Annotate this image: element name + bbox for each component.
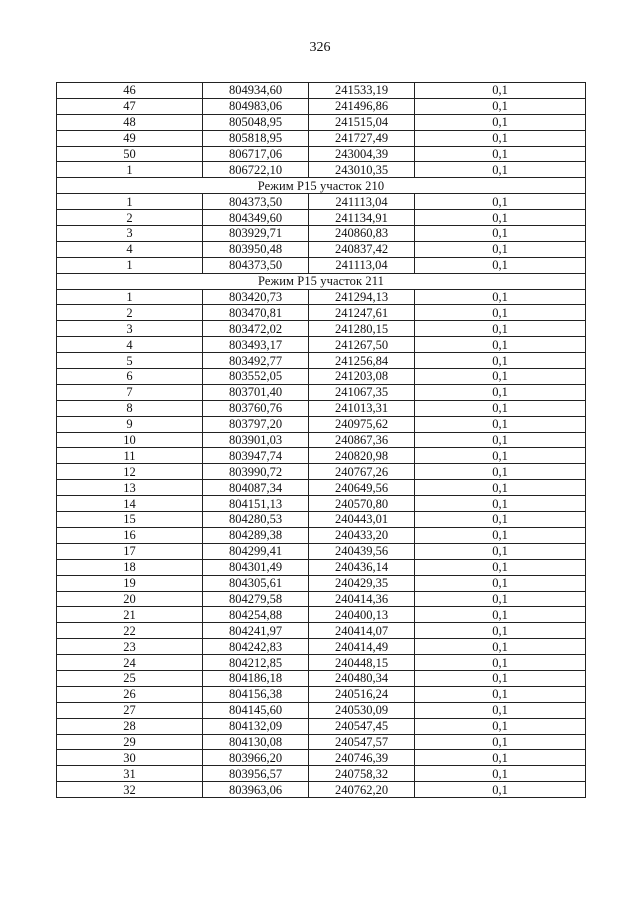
y-coordinate-cell: 241256,84: [309, 353, 415, 369]
accuracy-cell: 0,1: [415, 448, 586, 464]
table-row: [57, 353, 586, 369]
point-number-cell: 46: [57, 83, 203, 99]
table-row: [57, 210, 586, 226]
y-coordinate-cell: 241067,35: [309, 384, 415, 400]
accuracy-cell: 0,1: [415, 575, 586, 591]
page-number: 326: [309, 40, 331, 55]
accuracy-cell: 0,1: [415, 655, 586, 671]
x-coordinate-cell: 806722,10: [203, 162, 309, 178]
x-coordinate-cell: 803760,76: [203, 400, 309, 416]
accuracy-cell: 0,1: [415, 146, 586, 162]
point-number-cell: 1: [57, 194, 203, 210]
y-coordinate-cell: 240867,36: [309, 432, 415, 448]
x-coordinate-cell: 803990,72: [203, 464, 309, 480]
y-coordinate-cell: 240429,35: [309, 575, 415, 591]
x-coordinate-cell: 803701,40: [203, 384, 309, 400]
y-coordinate-cell: 240480,34: [309, 670, 415, 686]
y-coordinate-cell: 241134,91: [309, 210, 415, 226]
table-row: [57, 527, 586, 543]
x-coordinate-cell: 804130,08: [203, 734, 309, 750]
y-coordinate-cell: 240443,01: [309, 512, 415, 528]
point-number-cell: 5: [57, 353, 203, 369]
y-coordinate-cell: 240860,83: [309, 226, 415, 242]
x-coordinate-cell: 803470,81: [203, 305, 309, 321]
accuracy-cell: 0,1: [415, 257, 586, 273]
table-row: [57, 480, 586, 496]
accuracy-cell: 0,1: [415, 98, 586, 114]
table-row: [57, 575, 586, 591]
section-header-row: [57, 273, 586, 289]
x-coordinate-cell: 804373,50: [203, 257, 309, 273]
point-number-cell: 48: [57, 114, 203, 130]
x-coordinate-cell: 804212,85: [203, 655, 309, 671]
point-number-cell: 22: [57, 623, 203, 639]
table-row: [57, 194, 586, 210]
section-header-row: [57, 178, 586, 194]
y-coordinate-cell: 240975,62: [309, 416, 415, 432]
accuracy-cell: 0,1: [415, 766, 586, 782]
y-coordinate-cell: 241533,19: [309, 83, 415, 99]
y-coordinate-cell: 240516,24: [309, 686, 415, 702]
accuracy-cell: 0,1: [415, 591, 586, 607]
y-coordinate-cell: 241515,04: [309, 114, 415, 130]
point-number-cell: 21: [57, 607, 203, 623]
accuracy-cell: 0,1: [415, 496, 586, 512]
x-coordinate-cell: 806717,06: [203, 146, 309, 162]
accuracy-cell: 0,1: [415, 289, 586, 305]
table-row: [57, 718, 586, 734]
x-coordinate-cell: 804280,53: [203, 512, 309, 528]
y-coordinate-cell: 240820,98: [309, 448, 415, 464]
table-row: [57, 226, 586, 242]
table-row: [57, 257, 586, 273]
accuracy-cell: 0,1: [415, 353, 586, 369]
point-number-cell: 4: [57, 337, 203, 353]
y-coordinate-cell: 241294,13: [309, 289, 415, 305]
table-row: [57, 337, 586, 353]
y-coordinate-cell: 243004,39: [309, 146, 415, 162]
y-coordinate-cell: 241496,86: [309, 98, 415, 114]
y-coordinate-cell: 240414,49: [309, 639, 415, 655]
point-number-cell: 49: [57, 130, 203, 146]
point-number-cell: 30: [57, 750, 203, 766]
accuracy-cell: 0,1: [415, 543, 586, 559]
x-coordinate-cell: 804242,83: [203, 639, 309, 655]
point-number-cell: 20: [57, 591, 203, 607]
point-number-cell: 1: [57, 289, 203, 305]
point-number-cell: 6: [57, 369, 203, 385]
point-number-cell: 9: [57, 416, 203, 432]
x-coordinate-cell: 804186,18: [203, 670, 309, 686]
table-row: [57, 766, 586, 782]
table-row: [57, 670, 586, 686]
accuracy-cell: 0,1: [415, 337, 586, 353]
x-coordinate-cell: 804145,60: [203, 702, 309, 718]
y-coordinate-cell: 241113,04: [309, 257, 415, 273]
table-row: [57, 114, 586, 130]
x-coordinate-cell: 804132,09: [203, 718, 309, 734]
table-row: [57, 305, 586, 321]
x-coordinate-cell: 804934,60: [203, 83, 309, 99]
x-coordinate-cell: 803420,73: [203, 289, 309, 305]
y-coordinate-cell: 240570,80: [309, 496, 415, 512]
accuracy-cell: 0,1: [415, 321, 586, 337]
table-row: [57, 607, 586, 623]
point-number-cell: 12: [57, 464, 203, 480]
section-title: Режим Р15 участок 210: [57, 178, 586, 194]
point-number-cell: 11: [57, 448, 203, 464]
y-coordinate-cell: 240414,07: [309, 623, 415, 639]
table-row: [57, 591, 586, 607]
accuracy-cell: 0,1: [415, 559, 586, 575]
y-coordinate-cell: 240439,56: [309, 543, 415, 559]
table-row: [57, 464, 586, 480]
point-number-cell: 25: [57, 670, 203, 686]
point-number-cell: 8: [57, 400, 203, 416]
x-coordinate-cell: 804305,61: [203, 575, 309, 591]
x-coordinate-cell: 803963,06: [203, 782, 309, 798]
y-coordinate-cell: 240746,39: [309, 750, 415, 766]
point-number-cell: 24: [57, 655, 203, 671]
y-coordinate-cell: 241203,08: [309, 369, 415, 385]
x-coordinate-cell: 804087,34: [203, 480, 309, 496]
y-coordinate-cell: 240547,57: [309, 734, 415, 750]
table-row: [57, 98, 586, 114]
point-number-cell: 3: [57, 226, 203, 242]
x-coordinate-cell: 803492,77: [203, 353, 309, 369]
table-row: [57, 162, 586, 178]
table-row: [57, 241, 586, 257]
coordinates-table-body: [57, 83, 586, 798]
point-number-cell: 15: [57, 512, 203, 528]
x-coordinate-cell: 804983,06: [203, 98, 309, 114]
y-coordinate-cell: 241113,04: [309, 194, 415, 210]
y-coordinate-cell: 240436,14: [309, 559, 415, 575]
point-number-cell: 1: [57, 162, 203, 178]
accuracy-cell: 0,1: [415, 432, 586, 448]
point-number-cell: 27: [57, 702, 203, 718]
table-row: [57, 639, 586, 655]
x-coordinate-cell: 803472,02: [203, 321, 309, 337]
point-number-cell: 50: [57, 146, 203, 162]
table-row: [57, 496, 586, 512]
section-title: Режим Р15 участок 211: [57, 273, 586, 289]
y-coordinate-cell: 240767,26: [309, 464, 415, 480]
y-coordinate-cell: 240400,13: [309, 607, 415, 623]
accuracy-cell: 0,1: [415, 194, 586, 210]
y-coordinate-cell: 240837,42: [309, 241, 415, 257]
x-coordinate-cell: 804151,13: [203, 496, 309, 512]
x-coordinate-cell: 804289,38: [203, 527, 309, 543]
point-number-cell: 3: [57, 321, 203, 337]
point-number-cell: 26: [57, 686, 203, 702]
table-row: [57, 432, 586, 448]
point-number-cell: 28: [57, 718, 203, 734]
x-coordinate-cell: 804254,88: [203, 607, 309, 623]
table-row: [57, 543, 586, 559]
y-coordinate-cell: 240758,32: [309, 766, 415, 782]
x-coordinate-cell: 805048,95: [203, 114, 309, 130]
accuracy-cell: 0,1: [415, 241, 586, 257]
accuracy-cell: 0,1: [415, 305, 586, 321]
point-number-cell: 23: [57, 639, 203, 655]
point-number-cell: 4: [57, 241, 203, 257]
y-coordinate-cell: 240433,20: [309, 527, 415, 543]
x-coordinate-cell: 804279,58: [203, 591, 309, 607]
table-row: [57, 384, 586, 400]
x-coordinate-cell: 803956,57: [203, 766, 309, 782]
accuracy-cell: 0,1: [415, 670, 586, 686]
y-coordinate-cell: 243010,35: [309, 162, 415, 178]
table-row: [57, 369, 586, 385]
accuracy-cell: 0,1: [415, 369, 586, 385]
table-row: [57, 559, 586, 575]
x-coordinate-cell: 804349,60: [203, 210, 309, 226]
point-number-cell: 2: [57, 305, 203, 321]
point-number-cell: 18: [57, 559, 203, 575]
x-coordinate-cell: 803929,71: [203, 226, 309, 242]
accuracy-cell: 0,1: [415, 130, 586, 146]
y-coordinate-cell: 240547,45: [309, 718, 415, 734]
y-coordinate-cell: 241267,50: [309, 337, 415, 353]
point-number-cell: 14: [57, 496, 203, 512]
accuracy-cell: 0,1: [415, 114, 586, 130]
accuracy-cell: 0,1: [415, 384, 586, 400]
y-coordinate-cell: 240448,15: [309, 655, 415, 671]
x-coordinate-cell: 804156,38: [203, 686, 309, 702]
x-coordinate-cell: 804241,97: [203, 623, 309, 639]
table-row: [57, 321, 586, 337]
table-row: [57, 623, 586, 639]
accuracy-cell: 0,1: [415, 416, 586, 432]
accuracy-cell: 0,1: [415, 464, 586, 480]
y-coordinate-cell: 240649,56: [309, 480, 415, 496]
accuracy-cell: 0,1: [415, 226, 586, 242]
table-row: [57, 83, 586, 99]
y-coordinate-cell: 241727,49: [309, 130, 415, 146]
x-coordinate-cell: 803966,20: [203, 750, 309, 766]
table-row: [57, 130, 586, 146]
accuracy-cell: 0,1: [415, 210, 586, 226]
y-coordinate-cell: 241247,61: [309, 305, 415, 321]
accuracy-cell: 0,1: [415, 734, 586, 750]
x-coordinate-cell: 803901,03: [203, 432, 309, 448]
point-number-cell: 31: [57, 766, 203, 782]
table-row: [57, 734, 586, 750]
accuracy-cell: 0,1: [415, 480, 586, 496]
table-row: [57, 702, 586, 718]
accuracy-cell: 0,1: [415, 750, 586, 766]
x-coordinate-cell: 804301,49: [203, 559, 309, 575]
accuracy-cell: 0,1: [415, 83, 586, 99]
coordinates-table: [56, 82, 586, 798]
table-row: [57, 655, 586, 671]
y-coordinate-cell: 240530,09: [309, 702, 415, 718]
accuracy-cell: 0,1: [415, 782, 586, 798]
accuracy-cell: 0,1: [415, 702, 586, 718]
table-row: [57, 416, 586, 432]
point-number-cell: 10: [57, 432, 203, 448]
point-number-cell: 16: [57, 527, 203, 543]
point-number-cell: 1: [57, 257, 203, 273]
x-coordinate-cell: 803947,74: [203, 448, 309, 464]
accuracy-cell: 0,1: [415, 607, 586, 623]
x-coordinate-cell: 805818,95: [203, 130, 309, 146]
x-coordinate-cell: 804373,50: [203, 194, 309, 210]
accuracy-cell: 0,1: [415, 623, 586, 639]
y-coordinate-cell: 240762,20: [309, 782, 415, 798]
accuracy-cell: 0,1: [415, 162, 586, 178]
x-coordinate-cell: 803493,17: [203, 337, 309, 353]
point-number-cell: 29: [57, 734, 203, 750]
table-row: [57, 400, 586, 416]
accuracy-cell: 0,1: [415, 527, 586, 543]
point-number-cell: 13: [57, 480, 203, 496]
table-row: [57, 448, 586, 464]
point-number-cell: 2: [57, 210, 203, 226]
point-number-cell: 19: [57, 575, 203, 591]
x-coordinate-cell: 804299,41: [203, 543, 309, 559]
point-number-cell: 7: [57, 384, 203, 400]
table-row: [57, 686, 586, 702]
accuracy-cell: 0,1: [415, 718, 586, 734]
point-number-cell: 17: [57, 543, 203, 559]
point-number-cell: 47: [57, 98, 203, 114]
accuracy-cell: 0,1: [415, 512, 586, 528]
table-row: [57, 750, 586, 766]
y-coordinate-cell: 240414,36: [309, 591, 415, 607]
accuracy-cell: 0,1: [415, 400, 586, 416]
table-row: [57, 782, 586, 798]
x-coordinate-cell: 803552,05: [203, 369, 309, 385]
x-coordinate-cell: 803950,48: [203, 241, 309, 257]
table-row: [57, 289, 586, 305]
y-coordinate-cell: 241013,31: [309, 400, 415, 416]
accuracy-cell: 0,1: [415, 639, 586, 655]
point-number-cell: 32: [57, 782, 203, 798]
accuracy-cell: 0,1: [415, 686, 586, 702]
y-coordinate-cell: 241280,15: [309, 321, 415, 337]
table-row: [57, 146, 586, 162]
x-coordinate-cell: 803797,20: [203, 416, 309, 432]
table-row: [57, 512, 586, 528]
